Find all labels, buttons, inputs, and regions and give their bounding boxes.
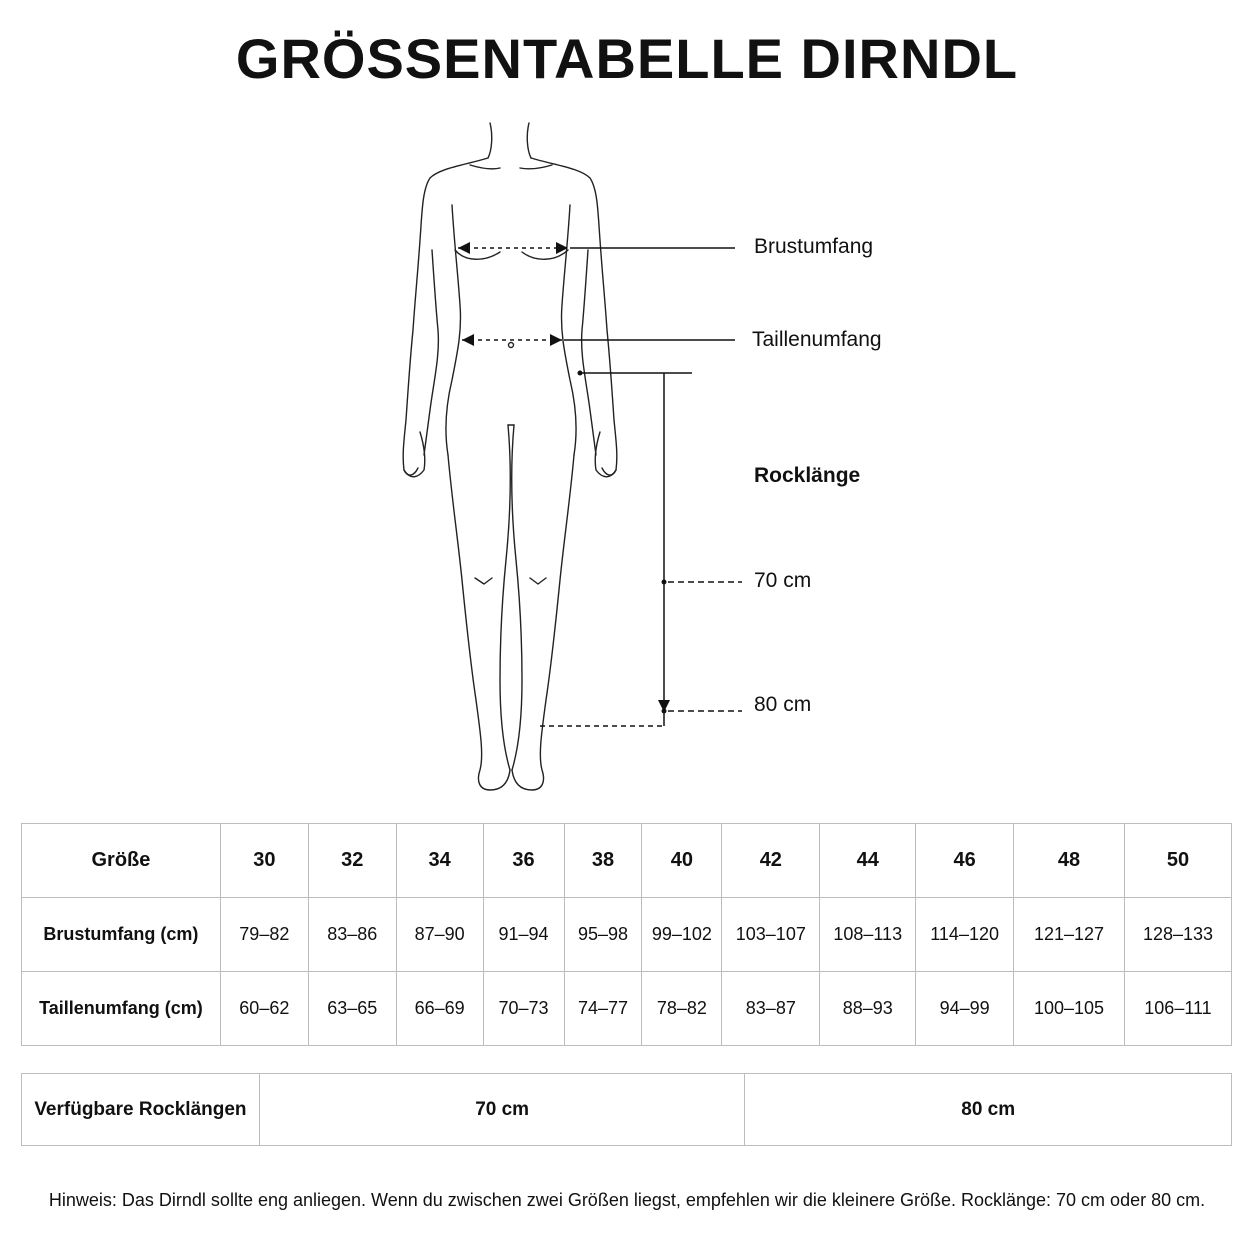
table-cell: 95–98 [564,898,642,972]
size-col-36: 36 [483,824,564,898]
waist-row [22,972,1232,1046]
bust-row [22,898,1232,972]
table-cell: 88–93 [820,972,916,1046]
table-cell: 91–94 [483,898,564,972]
length-80-label: 80 cm [754,693,812,716]
table-cell: 108–113 [820,898,916,972]
size-col-38: 38 [564,824,642,898]
table-cell: 100–105 [1014,972,1125,1046]
table-cell: 78–82 [642,972,722,1046]
page-title: GRÖSSENTABELLE DIRNDL [235,27,1019,90]
size-table [21,823,1232,1046]
table-cell: 79–82 [220,898,308,972]
table-cell: 74–77 [564,972,642,1046]
size-col-50: 50 [1124,824,1231,898]
skirt-lengths-label: Verfügbare Rocklängen [22,1074,260,1146]
table-cell: 99–102 [642,898,722,972]
size-header-label: Größe [22,824,221,898]
table-cell: 128–133 [1124,898,1231,972]
skirt-length-option-70: 70 cm [259,1074,745,1146]
size-header-row [22,824,1232,898]
skirt-length-label: Rocklänge [754,464,861,487]
table-cell: 87–90 [396,898,483,972]
table-cell: 63–65 [308,972,396,1046]
length-70-label: 70 cm [754,569,812,592]
bust-row-label: Brustumfang (cm) [22,898,221,972]
size-col-32: 32 [308,824,396,898]
table-cell: 83–86 [308,898,396,972]
table-cell: 60–62 [220,972,308,1046]
waist-row-label: Taillenumfang (cm) [22,972,221,1046]
size-col-48: 48 [1014,824,1125,898]
size-col-34: 34 [396,824,483,898]
size-col-30: 30 [220,824,308,898]
size-col-40: 40 [642,824,722,898]
size-col-42: 42 [722,824,820,898]
skirt-lengths-table [21,1073,1232,1146]
table-cell: 121–127 [1014,898,1125,972]
size-col-44: 44 [820,824,916,898]
note-text: Hinweis: Das Dirndl sollte eng anliegen. Wenn du zwischen zwei Größen liegst, empfehlen wir die kleinere Größe. Rocklänge: 70 cm oder 80 cm. [48,1190,1206,1210]
size-col-46: 46 [916,824,1014,898]
table-cell: 70–73 [483,972,564,1046]
table-cell: 106–111 [1124,972,1231,1046]
table-cell: 103–107 [722,898,820,972]
bust-label: Brustumfang [754,235,874,258]
table-cell: 94–99 [916,972,1014,1046]
table-cell: 83–87 [722,972,820,1046]
waist-label: Taillenumfang [752,328,882,351]
table-cell: 114–120 [916,898,1014,972]
skirt-lengths-row [22,1074,1232,1146]
table-cell: 66–69 [396,972,483,1046]
skirt-length-option-80: 80 cm [745,1074,1232,1146]
